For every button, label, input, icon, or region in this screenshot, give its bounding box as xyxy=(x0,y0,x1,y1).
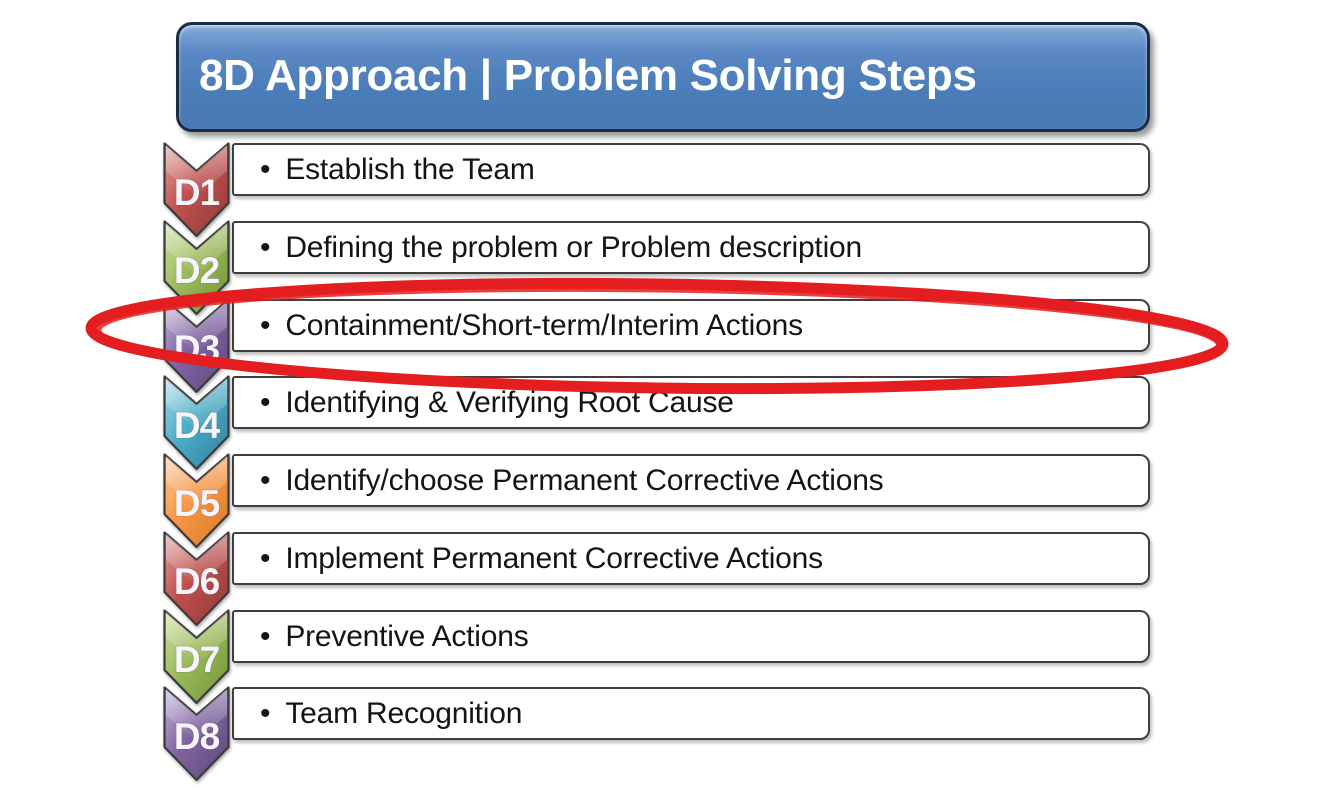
diagram-title: 8D Approach | Problem Solving Steps xyxy=(176,22,1150,132)
step-id-label: D5 xyxy=(173,483,220,524)
step-id-label: D2 xyxy=(173,250,220,291)
step-box xyxy=(232,221,1150,274)
step-id-label: D7 xyxy=(173,639,220,680)
step-label: Preventive Actions xyxy=(285,619,529,653)
bullet-icon: • xyxy=(260,696,271,730)
step-label: Containment/Short-term/Interim Actions xyxy=(285,308,803,342)
step-box xyxy=(232,687,1150,740)
step-box xyxy=(232,532,1150,585)
step-box xyxy=(232,376,1150,429)
step-label: Identifying & Verifying Root Cause xyxy=(285,385,734,419)
chevron-d8-icon xyxy=(163,686,230,782)
step-box xyxy=(232,299,1150,352)
step-id-label: D6 xyxy=(173,561,220,602)
step-label: Defining the problem or Problem description xyxy=(285,230,863,264)
step-id-label: D1 xyxy=(173,172,220,213)
bullet-icon: • xyxy=(260,463,271,497)
step-box xyxy=(232,454,1150,507)
bullet-icon: • xyxy=(260,619,271,653)
bullet-icon: • xyxy=(260,230,271,264)
step-id-label: D4 xyxy=(173,405,220,446)
step-row-d8 xyxy=(0,687,1344,783)
step-box xyxy=(232,143,1150,196)
step-id-label: D3 xyxy=(173,328,220,369)
bullet-icon: • xyxy=(260,541,271,575)
step-label: Establish the Team xyxy=(285,152,535,186)
bullet-icon: • xyxy=(260,385,271,419)
step-box xyxy=(232,610,1150,663)
step-label: Identify/choose Permanent Corrective Actions xyxy=(285,463,884,497)
step-id-label: D8 xyxy=(173,716,220,757)
bullet-icon: • xyxy=(260,308,271,342)
step-label: Team Recognition xyxy=(285,696,523,730)
step-label: Implement Permanent Corrective Actions xyxy=(285,541,823,575)
bullet-icon: • xyxy=(260,152,271,186)
